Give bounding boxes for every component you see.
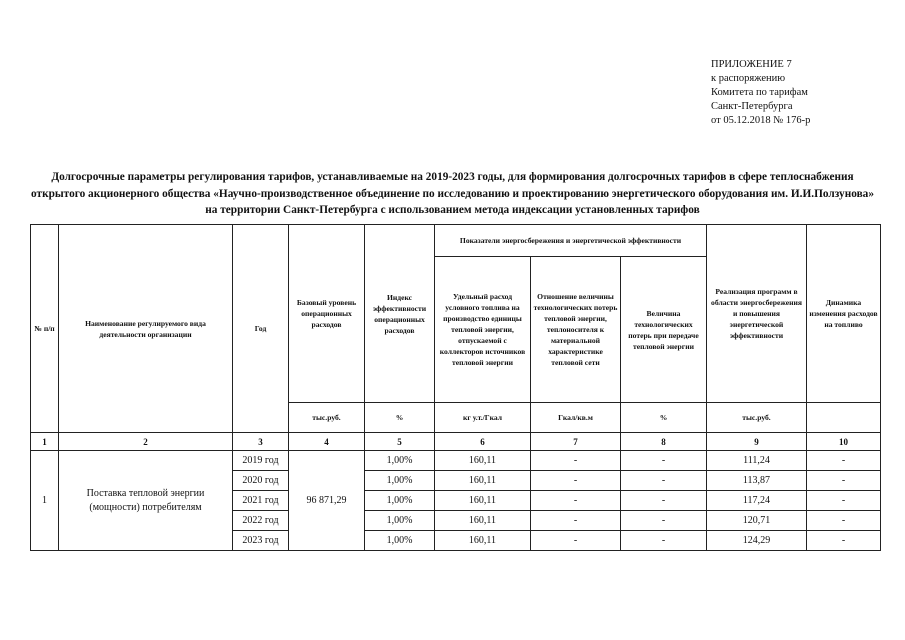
- appendix-line: к распоряжению: [711, 73, 786, 84]
- loss-ratio-cell: -: [531, 531, 621, 551]
- unit-fuel-dynamics: [807, 403, 881, 433]
- programs-cell: 117,24: [707, 491, 807, 511]
- header-fuel-rate: Удельный расход условного топлива на производство единицы тепловой энергии, отпускаемой с коллекторов источников тепловой энергии: [435, 257, 531, 403]
- entry-num: 1: [31, 451, 59, 551]
- loss-ratio-cell: -: [531, 451, 621, 471]
- header-programs: Реализация программ в области энергосбережения и повышения энергетической эффективности: [707, 225, 807, 403]
- index-cell: 1,00%: [365, 531, 435, 551]
- appendix-line: Комитета по тарифам: [711, 87, 808, 98]
- loss-value-cell: -: [621, 471, 707, 491]
- year-cell: 2020 год: [233, 471, 289, 491]
- column-number: 4: [289, 433, 365, 451]
- dynamics-cell: -: [807, 531, 881, 551]
- appendix-block: [711, 58, 810, 128]
- programs-cell: 120,71: [707, 511, 807, 531]
- column-number: 9: [707, 433, 807, 451]
- column-number: 5: [365, 433, 435, 451]
- dynamics-cell: -: [807, 491, 881, 511]
- dynamics-cell: -: [807, 511, 881, 531]
- column-number: 6: [435, 433, 531, 451]
- year-cell: 2022 год: [233, 511, 289, 531]
- loss-ratio-cell: -: [531, 511, 621, 531]
- unit-base-level: тыс.руб.: [289, 403, 365, 433]
- document-title: Долгосрочные параметры регулирования тарифов, устанавливаемые на 2019-2023 годы, для формирования долгосрочных тарифов в сфере теплоснабжения открытого акционерного общества «Научно-производственное объединение по исследованию и проектированию энергетического оборудования им. И.И.Ползунова» на территории Санкт-Петербурга с использованием метода индексации установленных тарифов: [31, 171, 874, 216]
- appendix-date: от 05.12.2018 № 176-р: [711, 115, 811, 126]
- loss-ratio-cell: -: [531, 491, 621, 511]
- index-cell: 1,00%: [365, 451, 435, 471]
- programs-cell: 111,24: [707, 451, 807, 471]
- loss-value-cell: -: [621, 531, 707, 551]
- entry-activity: Поставка тепловой энергии (мощности) потребителям: [59, 451, 233, 551]
- header-base-level: Базовый уровень операционных расходов: [289, 225, 365, 403]
- unit-efficiency-index: %: [365, 403, 435, 433]
- column-number: 1: [31, 433, 59, 451]
- table-row: [31, 451, 881, 471]
- unit-programs: тыс.руб.: [707, 403, 807, 433]
- index-cell: 1,00%: [365, 471, 435, 491]
- unit-loss-value: %: [621, 403, 707, 433]
- appendix-line: Санкт-Петербурга: [711, 101, 793, 112]
- column-number: 10: [807, 433, 881, 451]
- loss-ratio-cell: -: [531, 471, 621, 491]
- loss-value-cell: -: [621, 491, 707, 511]
- header-loss-ratio: Отношение величины технологических потерь тепловой энергии, теплоносителя к материальной характеристике тепловой сети: [531, 257, 621, 403]
- programs-cell: 124,29: [707, 531, 807, 551]
- index-cell: 1,00%: [365, 511, 435, 531]
- dynamics-cell: -: [807, 451, 881, 471]
- unit-fuel-rate: кг у.т./Гкал: [435, 403, 531, 433]
- fuel-rate-cell: 160,11: [435, 471, 531, 491]
- header-energy-group: Показатели энергосбережения и энергетической эффективности: [435, 225, 707, 257]
- index-cell: 1,00%: [365, 491, 435, 511]
- fuel-rate-cell: 160,11: [435, 531, 531, 551]
- year-cell: 2021 год: [233, 491, 289, 511]
- loss-value-cell: -: [621, 511, 707, 531]
- header-year: Год: [233, 225, 289, 433]
- loss-value-cell: -: [621, 451, 707, 471]
- column-number: 7: [531, 433, 621, 451]
- column-number: 2: [59, 433, 233, 451]
- header-num: № п/п: [31, 225, 59, 433]
- column-number: 3: [233, 433, 289, 451]
- parameters-table: [30, 224, 881, 551]
- unit-loss-ratio: Гкал/кв.м: [531, 403, 621, 433]
- entry-base-level: 96 871,29: [289, 451, 365, 551]
- header-activity: Наименование регулируемого вида деятельности организации: [59, 225, 233, 433]
- year-cell: 2023 год: [233, 531, 289, 551]
- fuel-rate-cell: 160,11: [435, 511, 531, 531]
- dynamics-cell: -: [807, 471, 881, 491]
- fuel-rate-cell: 160,11: [435, 491, 531, 511]
- appendix-number: ПРИЛОЖЕНИЕ 7: [711, 59, 792, 70]
- column-number: 8: [621, 433, 707, 451]
- fuel-rate-cell: 160,11: [435, 451, 531, 471]
- header-fuel-dynamics: Динамика изменения расходов на топливо: [807, 225, 881, 403]
- header-loss-value: Величина технологических потерь при передаче тепловой энергии: [621, 257, 707, 403]
- programs-cell: 113,87: [707, 471, 807, 491]
- year-cell: 2019 год: [233, 451, 289, 471]
- header-efficiency-index: Индекс эффективности операционных расходов: [365, 225, 435, 403]
